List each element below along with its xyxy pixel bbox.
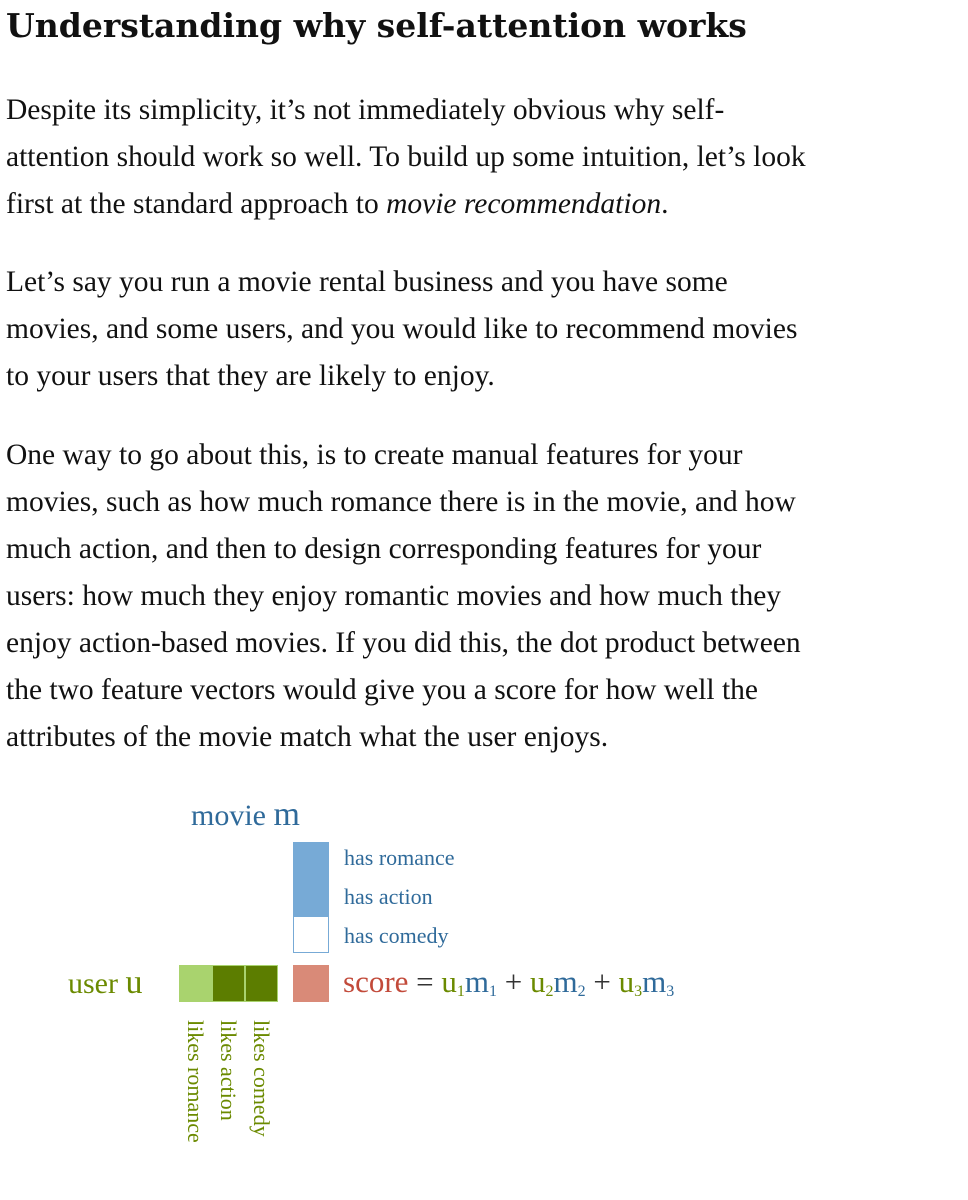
formula-m3: m	[642, 964, 667, 999]
movie-cell-action	[293, 879, 329, 916]
movie-label-text: movie	[191, 799, 266, 832]
user-cell-action	[212, 965, 245, 1002]
movie-cell-comedy	[293, 916, 329, 953]
movie-feature-action: has action	[344, 884, 433, 909]
score-formula	[343, 964, 674, 1001]
score-label: score	[343, 964, 409, 999]
user-feature-action: likes action	[216, 1020, 241, 1121]
movie-feature-romance: has romance	[344, 845, 455, 870]
paragraph-intro-text: Despite its simplicity, it’s not immediately obvious why self- attention should work so well. To build up some intuition, let’s look first at the standard approach to	[6, 94, 806, 220]
formula-u3-index: 3	[634, 983, 643, 1000]
formula-m2-index: 2	[577, 983, 586, 1000]
formula-m3-index: 3	[666, 983, 675, 1000]
movie-label	[191, 796, 300, 834]
formula-u2: u	[530, 964, 546, 999]
paragraph-movie-rental: Let’s say you run a movie rental business and you have some movies, and some users, and you would like to recommend movies to your users that they are likely to enjoy.	[6, 266, 798, 392]
user-label-text: user	[68, 967, 118, 1000]
user-cell-romance	[179, 965, 212, 1002]
paragraph-intro-end: .	[661, 188, 669, 220]
paragraph-intro	[6, 87, 956, 228]
formula-equals: =	[416, 964, 434, 999]
user-var: u	[125, 964, 143, 1001]
paragraph-manual-features: One way to go about this, is to create manual features for your movies, such as how much romance there is in the movie, and how much action, and then to design corresponding features for your users: how much they enjoy romantic movies and how much they enjoy action-based movies. If you did this, the dot product between the two feature vectors would give you a score for how well the attributes of the movie match what the user enjoys.	[6, 439, 801, 753]
user-label	[68, 964, 142, 1002]
movie-var: m	[273, 796, 300, 833]
formula-u2-index: 2	[545, 983, 554, 1000]
user-feature-romance: likes romance	[183, 1020, 208, 1143]
score-cell	[293, 965, 329, 1002]
formula-plus-1: +	[504, 964, 523, 999]
user-cell-comedy	[245, 965, 278, 1002]
formula-m2: m	[553, 964, 578, 999]
formula-m1-index: 1	[489, 983, 498, 1000]
formula-u1-index: 1	[456, 983, 465, 1000]
formula-plus-2: +	[593, 964, 611, 999]
formula-u1: u	[441, 964, 457, 999]
section-heading: Understanding why self-attention works	[6, 6, 747, 45]
emphasis-movie-recommendation: movie recommendation	[386, 188, 662, 220]
movie-feature-comedy: has comedy	[344, 923, 449, 948]
formula-u3: u	[618, 964, 635, 999]
movie-cell-romance	[293, 842, 329, 879]
formula-m1: m	[464, 964, 490, 999]
user-feature-comedy: likes comedy	[249, 1020, 274, 1137]
